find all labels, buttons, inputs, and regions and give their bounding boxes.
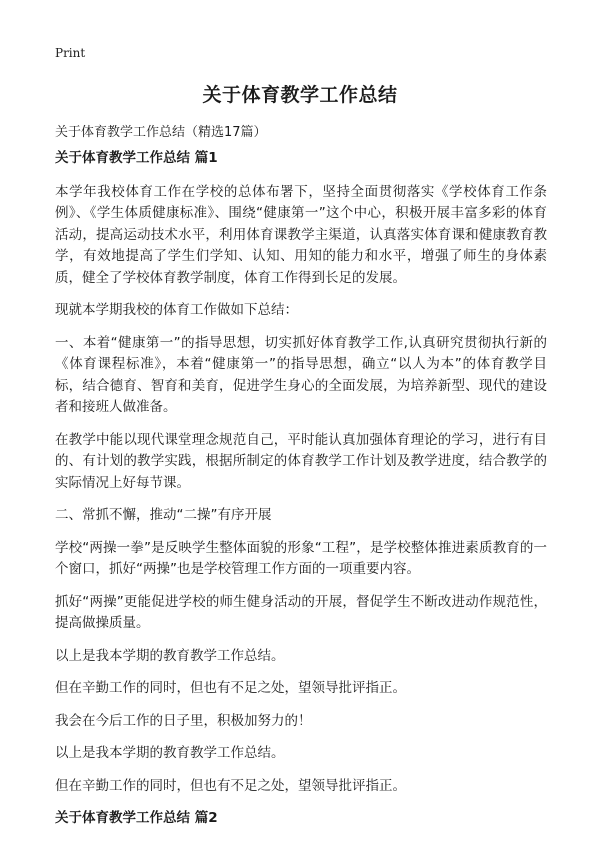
- paragraph-closing-2: 但在辛勤工作的同时，但也有不足之处，望领导批评指正。: [55, 680, 406, 696]
- paragraph-summary-lead: 现就本学期我校的体育工作做如下总结：: [55, 302, 298, 318]
- paragraph-point-one: 一、本着“健康第一”的指导思想，切实抓好体育教学工作,认真研究贯彻执行新的《体育课程标准》，本着“健康第一”的指导思想，确立“以人为本”的体育教学目标，结合德育、智育和美育，促进学生身心的全面发展，为培养新型、现代的建设者和接班人做准备。: [55, 334, 547, 415]
- document-body: [55, 148, 547, 842]
- paragraph-closing-1: 以上是我本学期的教育教学工作总结。: [55, 647, 285, 664]
- paragraph-intro: 本学年我校体育工作在学校的总体布署下，坚持全面贯彻落实《学校体育工作条例》、《学生体质健康标准》、围绕“健康第一”这个中心，积极开展丰富多彩的体育活动，提高运动技术水平，利用体育课教学主渠道，认真落实体育课和健康教育教学，有效地提高了学生们学知、认知、用知的能力和水平，增强了师生的身体素质，健全了学校体育教学制度，体育工作得到长足的发展。: [55, 183, 547, 286]
- document-subtitle: 关于体育教学工作总结（精选17篇）: [55, 125, 267, 140]
- document-title: 关于体育教学工作总结: [202, 84, 398, 106]
- section-heading-2: 关于体育教学工作总结 篇2: [55, 810, 218, 826]
- section-heading-1: 关于体育教学工作总结 篇1: [55, 150, 218, 166]
- paragraph-exercises: 学校“两操一拳”是反映学生整体面貌的形象“工程”，是学校整体推进素质教育的一个窗口，抓好“两操”也是学校管理工作方面的一项重要内容。: [55, 539, 547, 577]
- paragraph-closing-4: 以上是我本学期的教育教学工作总结。: [55, 745, 285, 761]
- paragraph-point-two: 二、常抓不懈，推动“二操”有序开展: [55, 507, 272, 523]
- paragraph-exercises-quality: 抓好“两操”更能促进学校的师生健身活动的开展，督促学生不断改进动作规范性，提高做操质量。: [55, 593, 547, 631]
- paragraph-teaching-practice: 在教学中能以现代课堂理念规范自己，平时能认真加强体育理论的学习，进行有目的、有计划的教学实践，根据所制定的体育教学工作计划及教学进度，结合教学的实际情况上好每节课。: [55, 431, 547, 491]
- print-label: Print: [55, 46, 86, 60]
- paragraph-closing-5: 但在辛勤工作的同时，但也有不足之处，望领导批评指正。: [55, 777, 406, 794]
- paragraph-closing-3: 我会在今后工作的日子里，积极加努力的！: [55, 712, 312, 729]
